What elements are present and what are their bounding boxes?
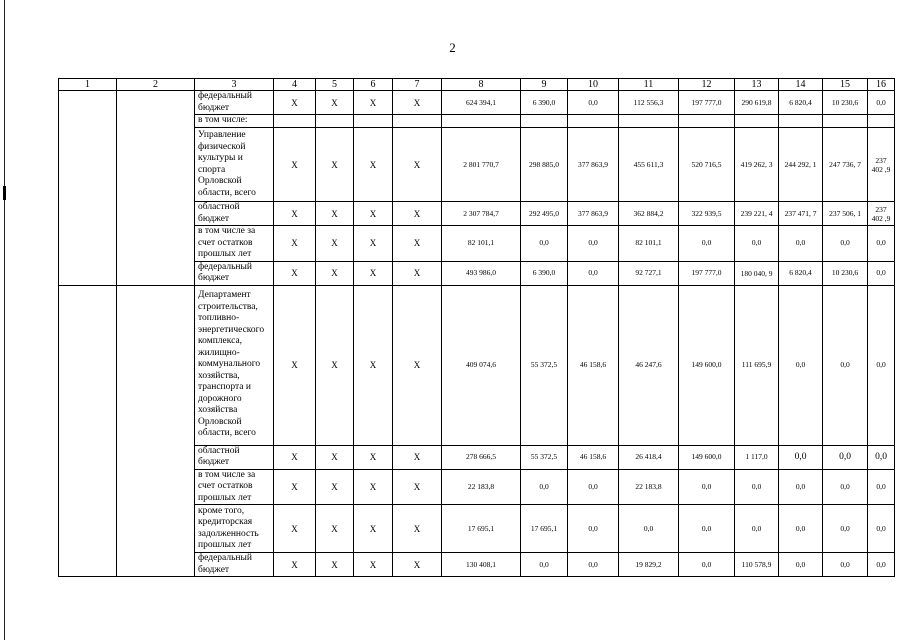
col1-merged-cell xyxy=(59,285,117,577)
value-cell: 17 695,1 xyxy=(442,505,521,553)
value-cell xyxy=(779,115,823,128)
x-marker-cell: X xyxy=(354,226,393,262)
value-cell: 112 556,3 xyxy=(619,91,679,115)
value-cell xyxy=(568,115,619,128)
value-cell: 247 736, 7 xyxy=(823,128,868,202)
value-cell: 6 820,4 xyxy=(779,91,823,115)
x-marker-cell: X xyxy=(354,285,393,445)
x-marker-cell: X xyxy=(316,285,354,445)
header-row xyxy=(59,79,895,91)
value-cell: 0,0 xyxy=(868,285,895,445)
value-cell: 493 986,0 xyxy=(442,261,521,285)
left-margin-line xyxy=(4,0,5,640)
value-cell: 46 158,6 xyxy=(568,285,619,445)
value-cell: 0,0 xyxy=(823,445,868,469)
value-cell: 0,0 xyxy=(868,261,895,285)
value-cell: 0,0 xyxy=(823,553,868,577)
value-cell: 292 495,0 xyxy=(521,202,568,226)
x-marker-cell: X xyxy=(274,226,316,262)
value-cell: 0,0 xyxy=(679,226,735,262)
value-cell: 26 418,4 xyxy=(619,445,679,469)
value-cell: 0,0 xyxy=(568,226,619,262)
value-cell: 520 716,5 xyxy=(679,128,735,202)
value-cell: 0,0 xyxy=(779,553,823,577)
value-cell: 130 408,1 xyxy=(442,553,521,577)
value-cell: 0,0 xyxy=(568,469,619,505)
value-cell: 2 801 770,7 xyxy=(442,128,521,202)
x-marker-cell: X xyxy=(354,202,393,226)
value-cell xyxy=(868,115,895,128)
value-cell: 0,0 xyxy=(521,226,568,262)
value-cell: 197 777,0 xyxy=(679,91,735,115)
value-cell: 409 074,6 xyxy=(442,285,521,445)
margin-mark xyxy=(3,186,6,200)
value-cell: 82 101,1 xyxy=(442,226,521,262)
value-cell: 0,0 xyxy=(568,261,619,285)
value-cell: 2 307 784,7 xyxy=(442,202,521,226)
row-label: в том числе за счет остатков прошлых лет xyxy=(195,226,274,262)
x-marker-cell: X xyxy=(393,469,442,505)
x-marker-cell: X xyxy=(316,553,354,577)
x-marker-cell: X xyxy=(354,553,393,577)
value-cell: 22 183,8 xyxy=(619,469,679,505)
row-label: областной бюджет xyxy=(195,202,274,226)
column-header: 15 xyxy=(823,79,868,91)
value-cell: 197 777,0 xyxy=(679,261,735,285)
value-cell: 111 695,9 xyxy=(735,285,779,445)
value-cell: 0,0 xyxy=(868,445,895,469)
value-cell: 237 402 ,9 xyxy=(868,202,895,226)
value-cell: 0,0 xyxy=(619,505,679,553)
x-marker-cell: X xyxy=(354,469,393,505)
column-header: 2 xyxy=(117,79,195,91)
value-cell: 278 666,5 xyxy=(442,445,521,469)
col1-merged-cell xyxy=(59,91,117,286)
column-header: 5 xyxy=(316,79,354,91)
value-cell: 0,0 xyxy=(779,505,823,553)
value-cell: 22 183,8 xyxy=(442,469,521,505)
row-label: федеральный бюджет xyxy=(195,91,274,115)
row-label: в том числе за счет остатков прошлых лет xyxy=(195,469,274,505)
value-cell: 0,0 xyxy=(568,505,619,553)
column-header: 9 xyxy=(521,79,568,91)
x-marker-cell: X xyxy=(274,285,316,445)
value-cell: 419 262, 3 xyxy=(735,128,779,202)
row-label: федеральный бюджет xyxy=(195,261,274,285)
x-marker-cell: X xyxy=(354,91,393,115)
x-marker-cell: X xyxy=(274,91,316,115)
value-cell: 149 600,0 xyxy=(679,285,735,445)
x-marker-cell: X xyxy=(274,128,316,202)
value-cell: 0,0 xyxy=(779,469,823,505)
value-cell xyxy=(679,115,735,128)
value-cell: 19 829,2 xyxy=(619,553,679,577)
x-marker-cell: X xyxy=(274,505,316,553)
value-cell: 290 619,8 xyxy=(735,91,779,115)
value-cell: 322 939,5 xyxy=(679,202,735,226)
x-marker-cell xyxy=(354,115,393,128)
x-marker-cell: X xyxy=(316,91,354,115)
value-cell: 55 372,5 xyxy=(521,445,568,469)
value-cell: 0,0 xyxy=(823,505,868,553)
value-cell: 0,0 xyxy=(868,469,895,505)
value-cell: 0,0 xyxy=(735,469,779,505)
value-cell: 0,0 xyxy=(568,91,619,115)
column-header: 7 xyxy=(393,79,442,91)
value-cell: 0,0 xyxy=(679,469,735,505)
value-cell: 239 221, 4 xyxy=(735,202,779,226)
col2-merged-cell xyxy=(117,91,195,286)
value-cell: 6 390,0 xyxy=(521,261,568,285)
x-marker-cell: X xyxy=(274,553,316,577)
value-cell: 110 578,9 xyxy=(735,553,779,577)
x-marker-cell: X xyxy=(316,505,354,553)
value-cell: 244 292, 1 xyxy=(779,128,823,202)
value-cell xyxy=(823,115,868,128)
x-marker-cell: X xyxy=(274,445,316,469)
column-header: 3 xyxy=(195,79,274,91)
value-cell xyxy=(521,115,568,128)
value-cell: 0,0 xyxy=(679,505,735,553)
x-marker-cell: X xyxy=(354,128,393,202)
value-cell: 46 158,6 xyxy=(568,445,619,469)
value-cell: 624 394,1 xyxy=(442,91,521,115)
value-cell: 0,0 xyxy=(735,505,779,553)
column-header: 12 xyxy=(679,79,735,91)
row-label: кроме того, кредиторская задолженность прошлых лет xyxy=(195,505,274,553)
value-cell xyxy=(735,115,779,128)
x-marker-cell: X xyxy=(354,505,393,553)
column-header: 16 xyxy=(868,79,895,91)
value-cell: 0,0 xyxy=(521,553,568,577)
value-cell: 0,0 xyxy=(868,91,895,115)
x-marker-cell: X xyxy=(316,261,354,285)
x-marker-cell: X xyxy=(316,128,354,202)
x-marker-cell xyxy=(316,115,354,128)
value-cell xyxy=(442,115,521,128)
x-marker-cell: X xyxy=(393,445,442,469)
x-marker-cell: X xyxy=(393,505,442,553)
value-cell: 92 727,1 xyxy=(619,261,679,285)
value-cell: 82 101,1 xyxy=(619,226,679,262)
value-cell: 55 372,5 xyxy=(521,285,568,445)
value-cell: 0,0 xyxy=(521,469,568,505)
value-cell: 0,0 xyxy=(779,226,823,262)
value-cell: 0,0 xyxy=(868,505,895,553)
value-cell: 0,0 xyxy=(779,445,823,469)
value-cell: 0,0 xyxy=(679,553,735,577)
x-marker-cell: X xyxy=(393,261,442,285)
column-header: 4 xyxy=(274,79,316,91)
column-header: 14 xyxy=(779,79,823,91)
column-header: 11 xyxy=(619,79,679,91)
value-cell: 377 863,9 xyxy=(568,202,619,226)
value-cell: 0,0 xyxy=(779,285,823,445)
x-marker-cell: X xyxy=(393,91,442,115)
x-marker-cell: X xyxy=(316,445,354,469)
value-cell: 6 390,0 xyxy=(521,91,568,115)
x-marker-cell: X xyxy=(393,285,442,445)
column-header: 1 xyxy=(59,79,117,91)
column-header: 6 xyxy=(354,79,393,91)
page-number: 2 xyxy=(449,40,456,55)
table-row xyxy=(59,285,895,445)
row-label: Департамент строительства, топливно-энергетического комплекса, жилищно-коммунального хозяйства, транспорта и дорожного хозяйства Орловской области, всего xyxy=(195,285,274,445)
x-marker-cell: X xyxy=(274,261,316,285)
x-marker-cell: X xyxy=(393,202,442,226)
value-cell: 46 247,6 xyxy=(619,285,679,445)
budget-table xyxy=(58,78,895,577)
value-cell: 149 600,0 xyxy=(679,445,735,469)
x-marker-cell xyxy=(393,115,442,128)
value-cell: 0,0 xyxy=(735,226,779,262)
x-marker-cell: X xyxy=(316,226,354,262)
x-marker-cell: X xyxy=(354,445,393,469)
value-cell: 10 230,6 xyxy=(823,261,868,285)
x-marker-cell: X xyxy=(316,469,354,505)
row-label: Управление физической культуры и спорта Орловской области, всего xyxy=(195,128,274,202)
value-cell: 298 885,0 xyxy=(521,128,568,202)
value-cell: 1 117,0 xyxy=(735,445,779,469)
value-cell: 6 820,4 xyxy=(779,261,823,285)
value-cell: 377 863,9 xyxy=(568,128,619,202)
value-cell: 17 695,1 xyxy=(521,505,568,553)
x-marker-cell xyxy=(274,115,316,128)
value-cell: 0,0 xyxy=(568,553,619,577)
value-cell xyxy=(619,115,679,128)
value-cell: 237 402 ,9 xyxy=(868,128,895,202)
row-label: федеральный бюджет xyxy=(195,553,274,577)
value-cell: 0,0 xyxy=(823,226,868,262)
column-header: 8 xyxy=(442,79,521,91)
x-marker-cell: X xyxy=(316,202,354,226)
value-cell: 237 471, 7 xyxy=(779,202,823,226)
x-marker-cell: X xyxy=(274,469,316,505)
column-header: 10 xyxy=(568,79,619,91)
col2-merged-cell xyxy=(117,285,195,577)
x-marker-cell: X xyxy=(393,128,442,202)
column-header: 13 xyxy=(735,79,779,91)
value-cell: 0,0 xyxy=(868,226,895,262)
x-marker-cell: X xyxy=(393,226,442,262)
table-row xyxy=(59,91,895,115)
x-marker-cell: X xyxy=(354,261,393,285)
row-label: областной бюджет xyxy=(195,445,274,469)
value-cell: 237 506, 1 xyxy=(823,202,868,226)
value-cell: 0,0 xyxy=(823,285,868,445)
value-cell: 362 884,2 xyxy=(619,202,679,226)
row-label: в том числе: xyxy=(195,115,274,128)
value-cell: 0,0 xyxy=(823,469,868,505)
x-marker-cell: X xyxy=(274,202,316,226)
x-marker-cell: X xyxy=(393,553,442,577)
value-cell: 455 611,3 xyxy=(619,128,679,202)
value-cell: 10 230,6 xyxy=(823,91,868,115)
value-cell: 0,0 xyxy=(868,553,895,577)
value-cell: 180 040, 9 xyxy=(735,261,779,285)
